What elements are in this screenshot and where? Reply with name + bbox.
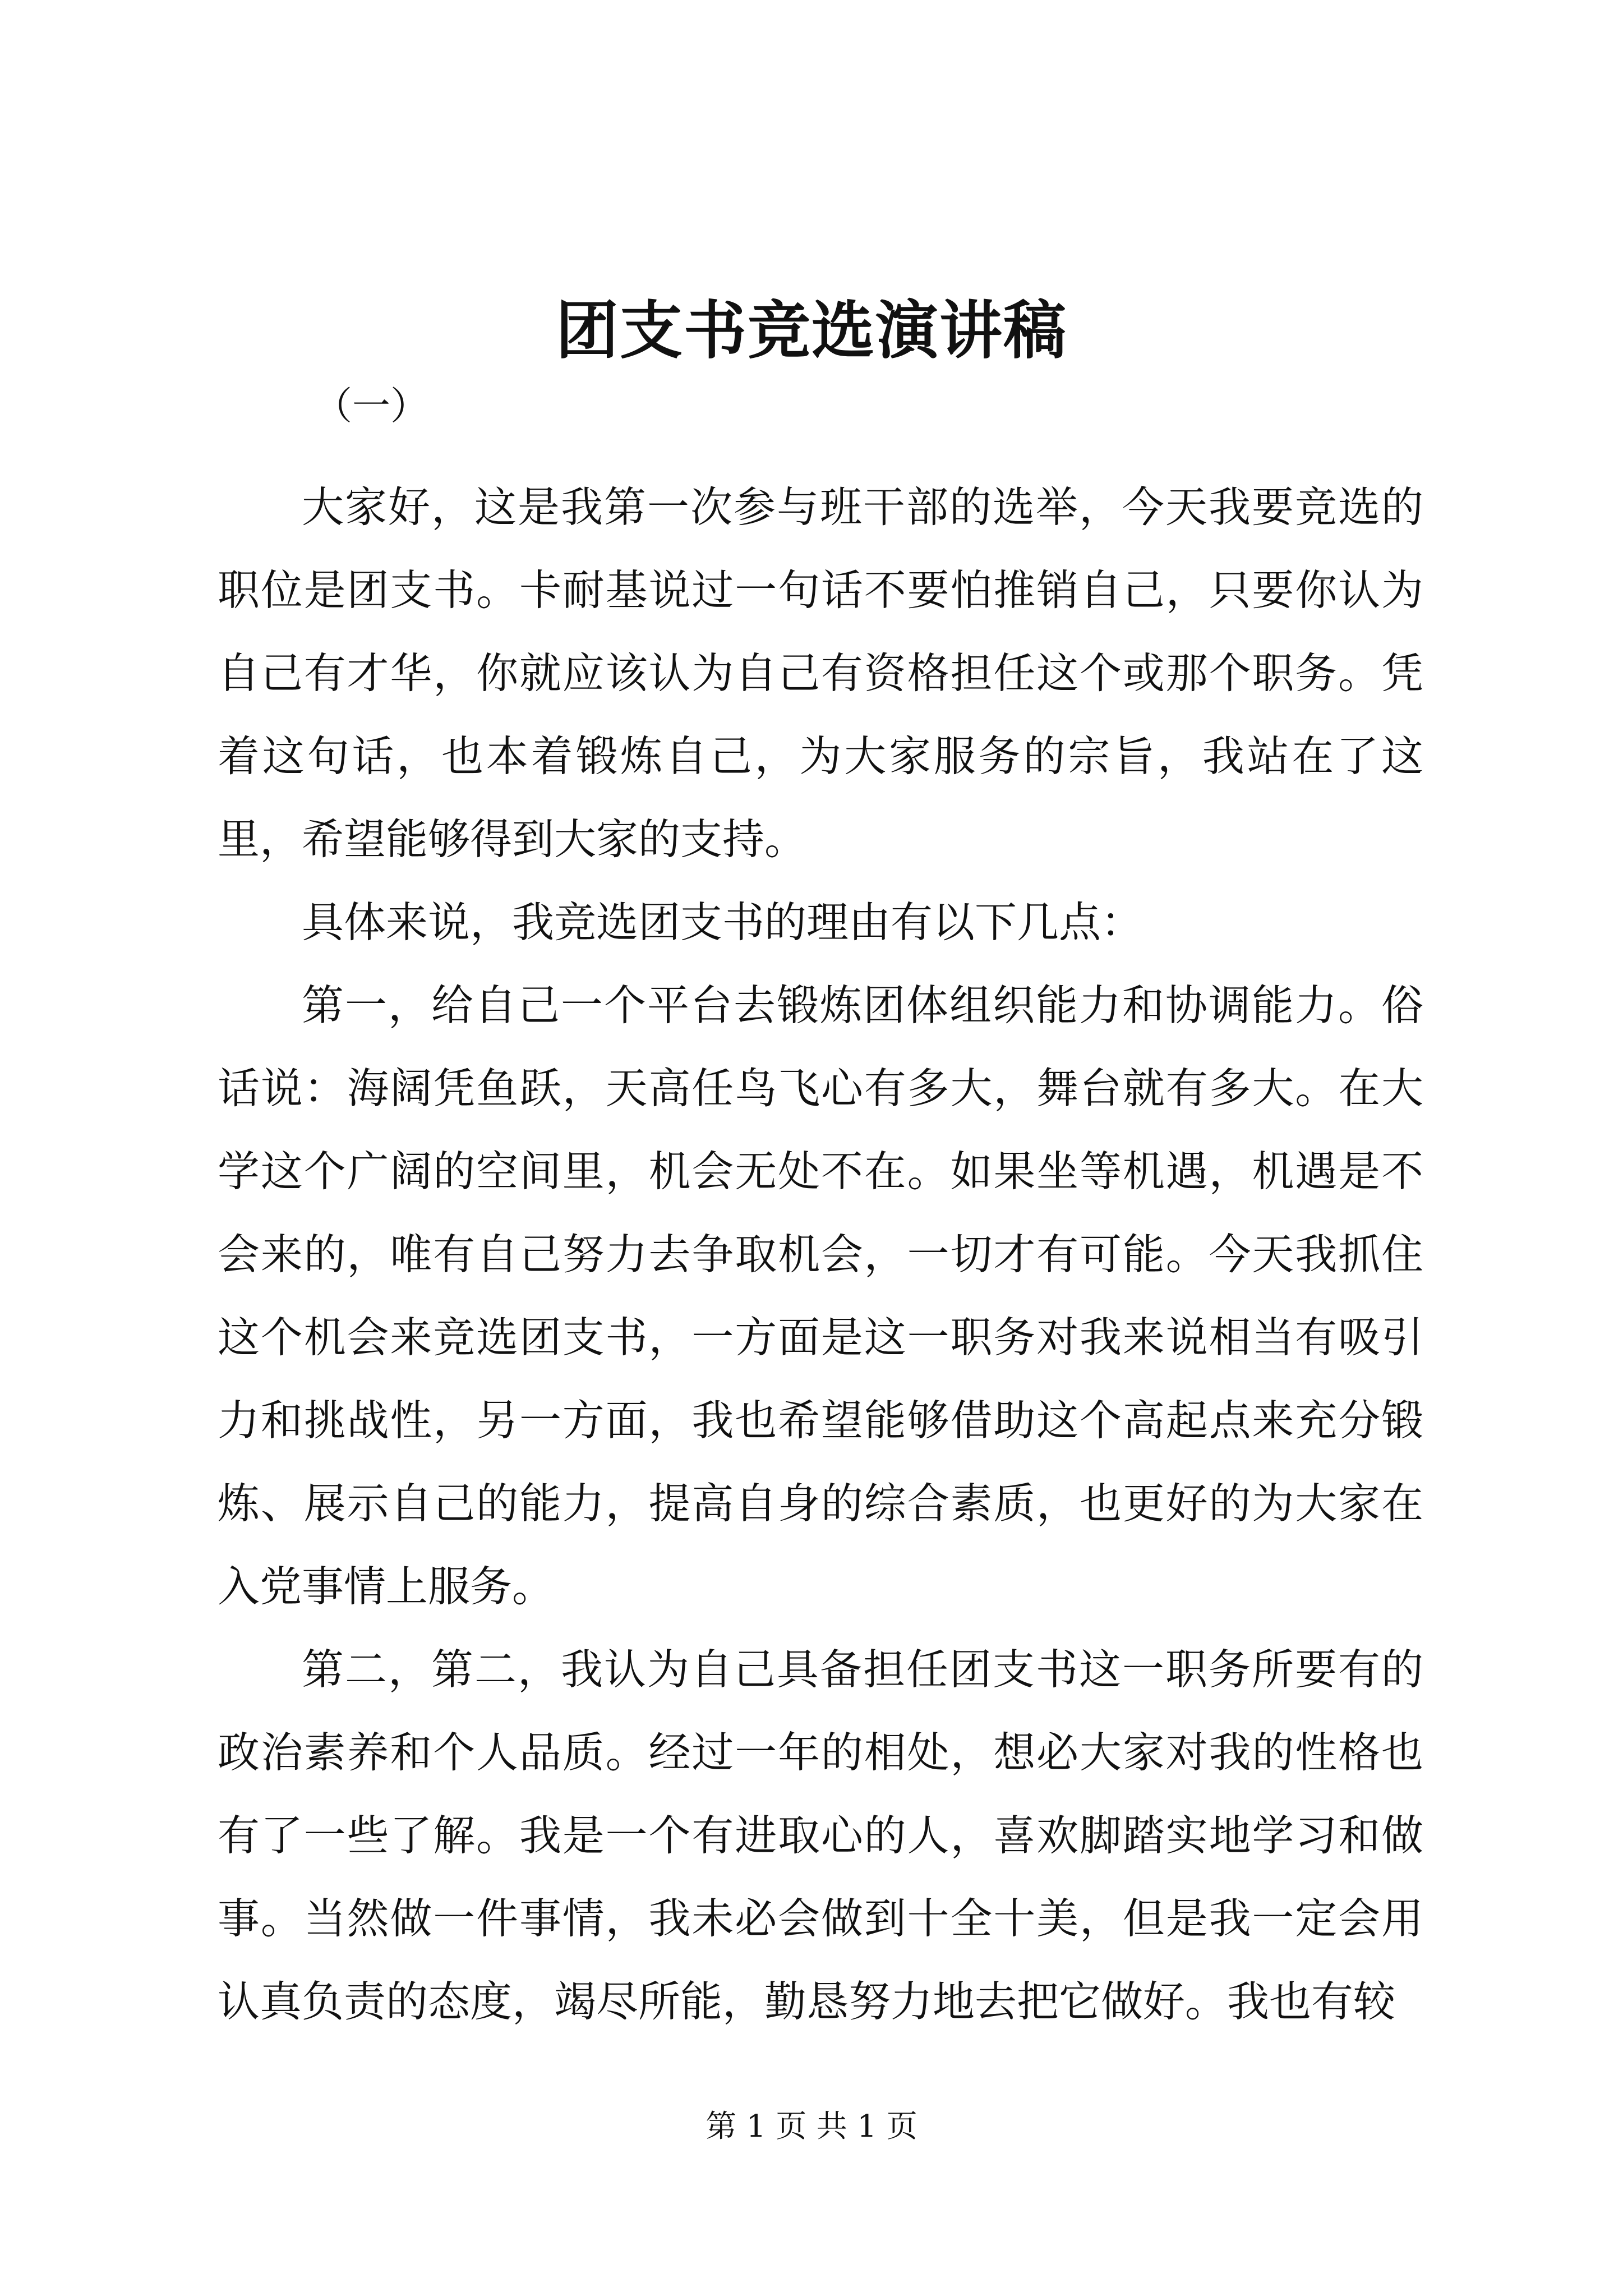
paragraph: 具体来说，我竞选团支书的理由有以下几点： bbox=[302, 898, 1144, 947]
document-title: 团支书竞选演讲稿 bbox=[556, 294, 1067, 367]
paragraph: 第一，给自己一个平台去锻炼团体组织能力和协调能力。俗话说：海阔凭鱼跃，天高任鸟飞心有多大，舞台就有多大。在大学这个广阔的空间里，机会无处不在。如果坐等机遇，机遇是不会来的，唯有自己努力去争取机会，一切才有可能。今天我抓住这个机会来竞选团支书，一方面是这一职务对我来说相当有吸引力和挑战性，另一方面，我也希望能够借助这个高起点来充分锻炼、展示自己的能力，提高自身的综合素质，也更好的为大家在入党事情上服务。 bbox=[218, 981, 1423, 1611]
paragraph: 大家好，这是我第一次参与班干部的选举，今天我要竞选的职位是团支书。卡耐基说过一句话不要怕推销自己，只要你认为自己有才华，你就应该认为自己有资格担任这个或那个职务。凭着这句话，也本着锻炼自己，为大家服务的宗旨，我站在了这里，希望能够得到大家的支持。 bbox=[218, 482, 1423, 864]
section-marker: （一） bbox=[314, 384, 429, 429]
page-footer: 第 1 页 共 1 页 bbox=[706, 2108, 917, 2144]
document-body bbox=[218, 466, 1423, 2043]
paragraph: 第二，第二，我认为自己具备担任团支书这一职务所要有的政治素养和个人品质。经过一年的相处，想必大家对我的性格也有了一些了解。我是一个有进取心的人，喜欢脚踏实地学习和做事。当然做一件事情，我未必会做到十全十美，但是我一定会用认真负责的态度，竭尽所能，勤恳努力地去把它做好。我也有较 bbox=[218, 1645, 1423, 2026]
